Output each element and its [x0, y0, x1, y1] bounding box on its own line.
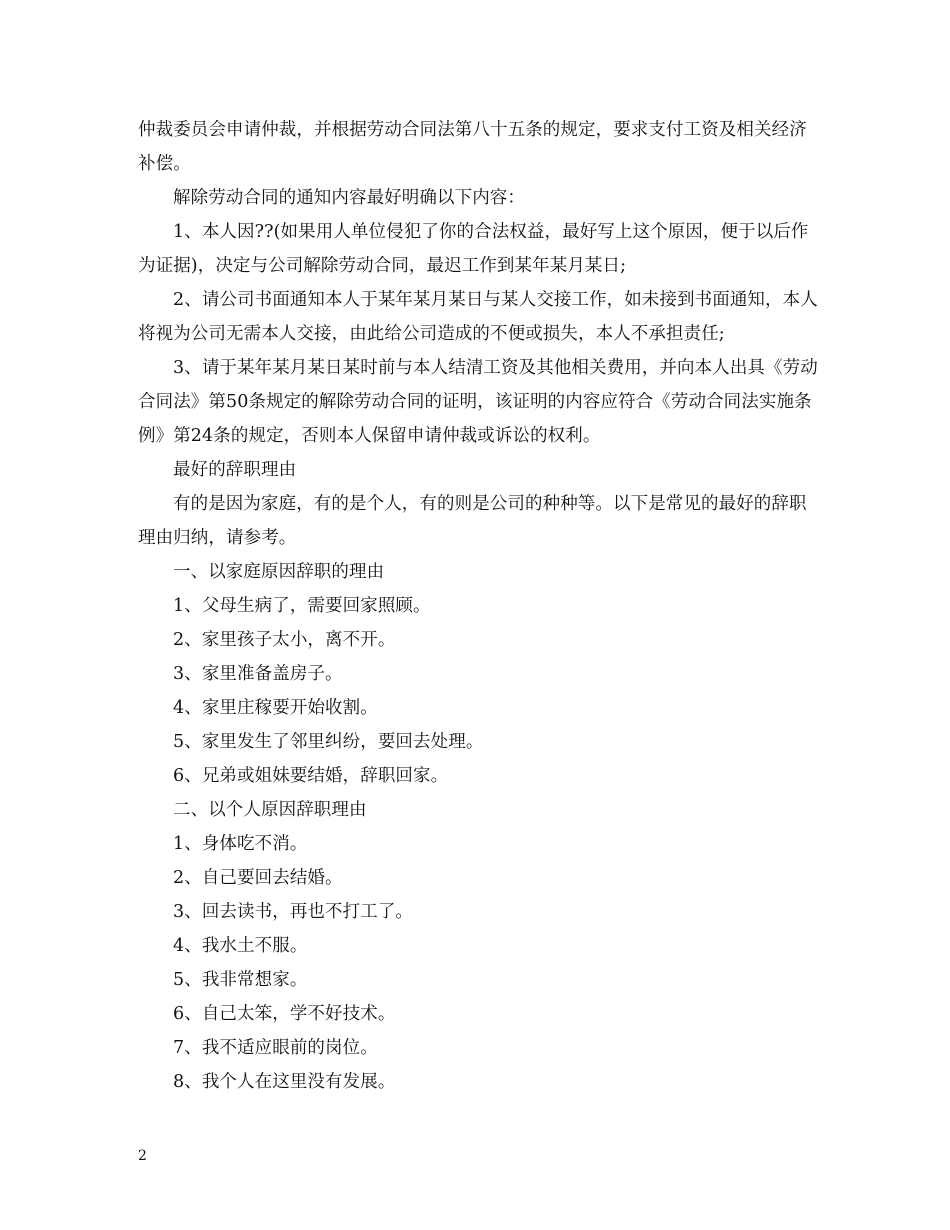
paragraph: 解除劳动合同的通知内容最好明确以下内容：	[173, 188, 525, 208]
list-item: 6、自己太笨，学不好技术。	[173, 1004, 396, 1024]
document-body	[138, 113, 818, 1099]
list-item: 5、家里发生了邻里纠纷，要回去处理。	[173, 732, 484, 752]
paragraph: 仲裁委员会申请仲裁，并根据劳动合同法第八十五条的规定，要求支付工资及相关经济补偿。	[138, 120, 807, 174]
section-heading: 二、以个人原因辞职理由	[173, 800, 367, 820]
paragraph: 2、请公司书面通知本人于某年某月某日与某人交接工作，如未接到书面通知，本人将视为公司无需本人交接，由此给公司造成的不便或损失，本人不承担责任;	[138, 290, 818, 344]
list-item: 4、家里庄稼要开始收割。	[173, 698, 378, 718]
list-item: 7、我不适应眼前的岗位。	[173, 1038, 378, 1058]
list-item: 6、兄弟或姐妹要结婚，辞职回家。	[173, 766, 449, 786]
list-item: 3、家里准备盖房子。	[173, 664, 343, 684]
section-heading: 一、以家庭原因辞职的理由	[173, 562, 385, 582]
paragraph: 有的是因为家庭，有的是个人，有的则是公司的种种等。以下是常见的最好的辞职理由归纳，请参考。	[138, 494, 807, 548]
list-item: 2、自己要回去结婚。	[173, 868, 343, 888]
section-heading: 最好的辞职理由	[173, 460, 297, 480]
list-item: 1、身体吃不消。	[173, 834, 308, 854]
page-number: 2	[138, 1148, 147, 1164]
list-item: 2、家里孩子太小，离不开。	[173, 630, 396, 650]
list-item: 1、父母生病了，需要回家照顾。	[173, 596, 431, 616]
list-item: 3、回去读书，再也不打工了。	[173, 902, 414, 922]
list-item: 8、我个人在这里没有发展。	[173, 1072, 396, 1092]
paragraph: 1、本人因??(如果用人单位侵犯了你的合法权益，最好写上这个原因，便于以后作为证据)，决定与公司解除劳动合同，最迟工作到某年某月某日;	[138, 222, 809, 276]
paragraph: 3、请于某年某月某日某时前与本人结清工资及其他相关费用，并向本人出具《劳动合同法》第50条规定的解除劳动合同的证明，该证明的内容应符合《劳动合同法实施条例》第24条的规定，否则本人保留申请仲裁或诉讼的权利。	[138, 358, 818, 446]
list-item: 5、我非常想家。	[173, 970, 308, 990]
list-item: 4、我水土不服。	[173, 936, 308, 956]
